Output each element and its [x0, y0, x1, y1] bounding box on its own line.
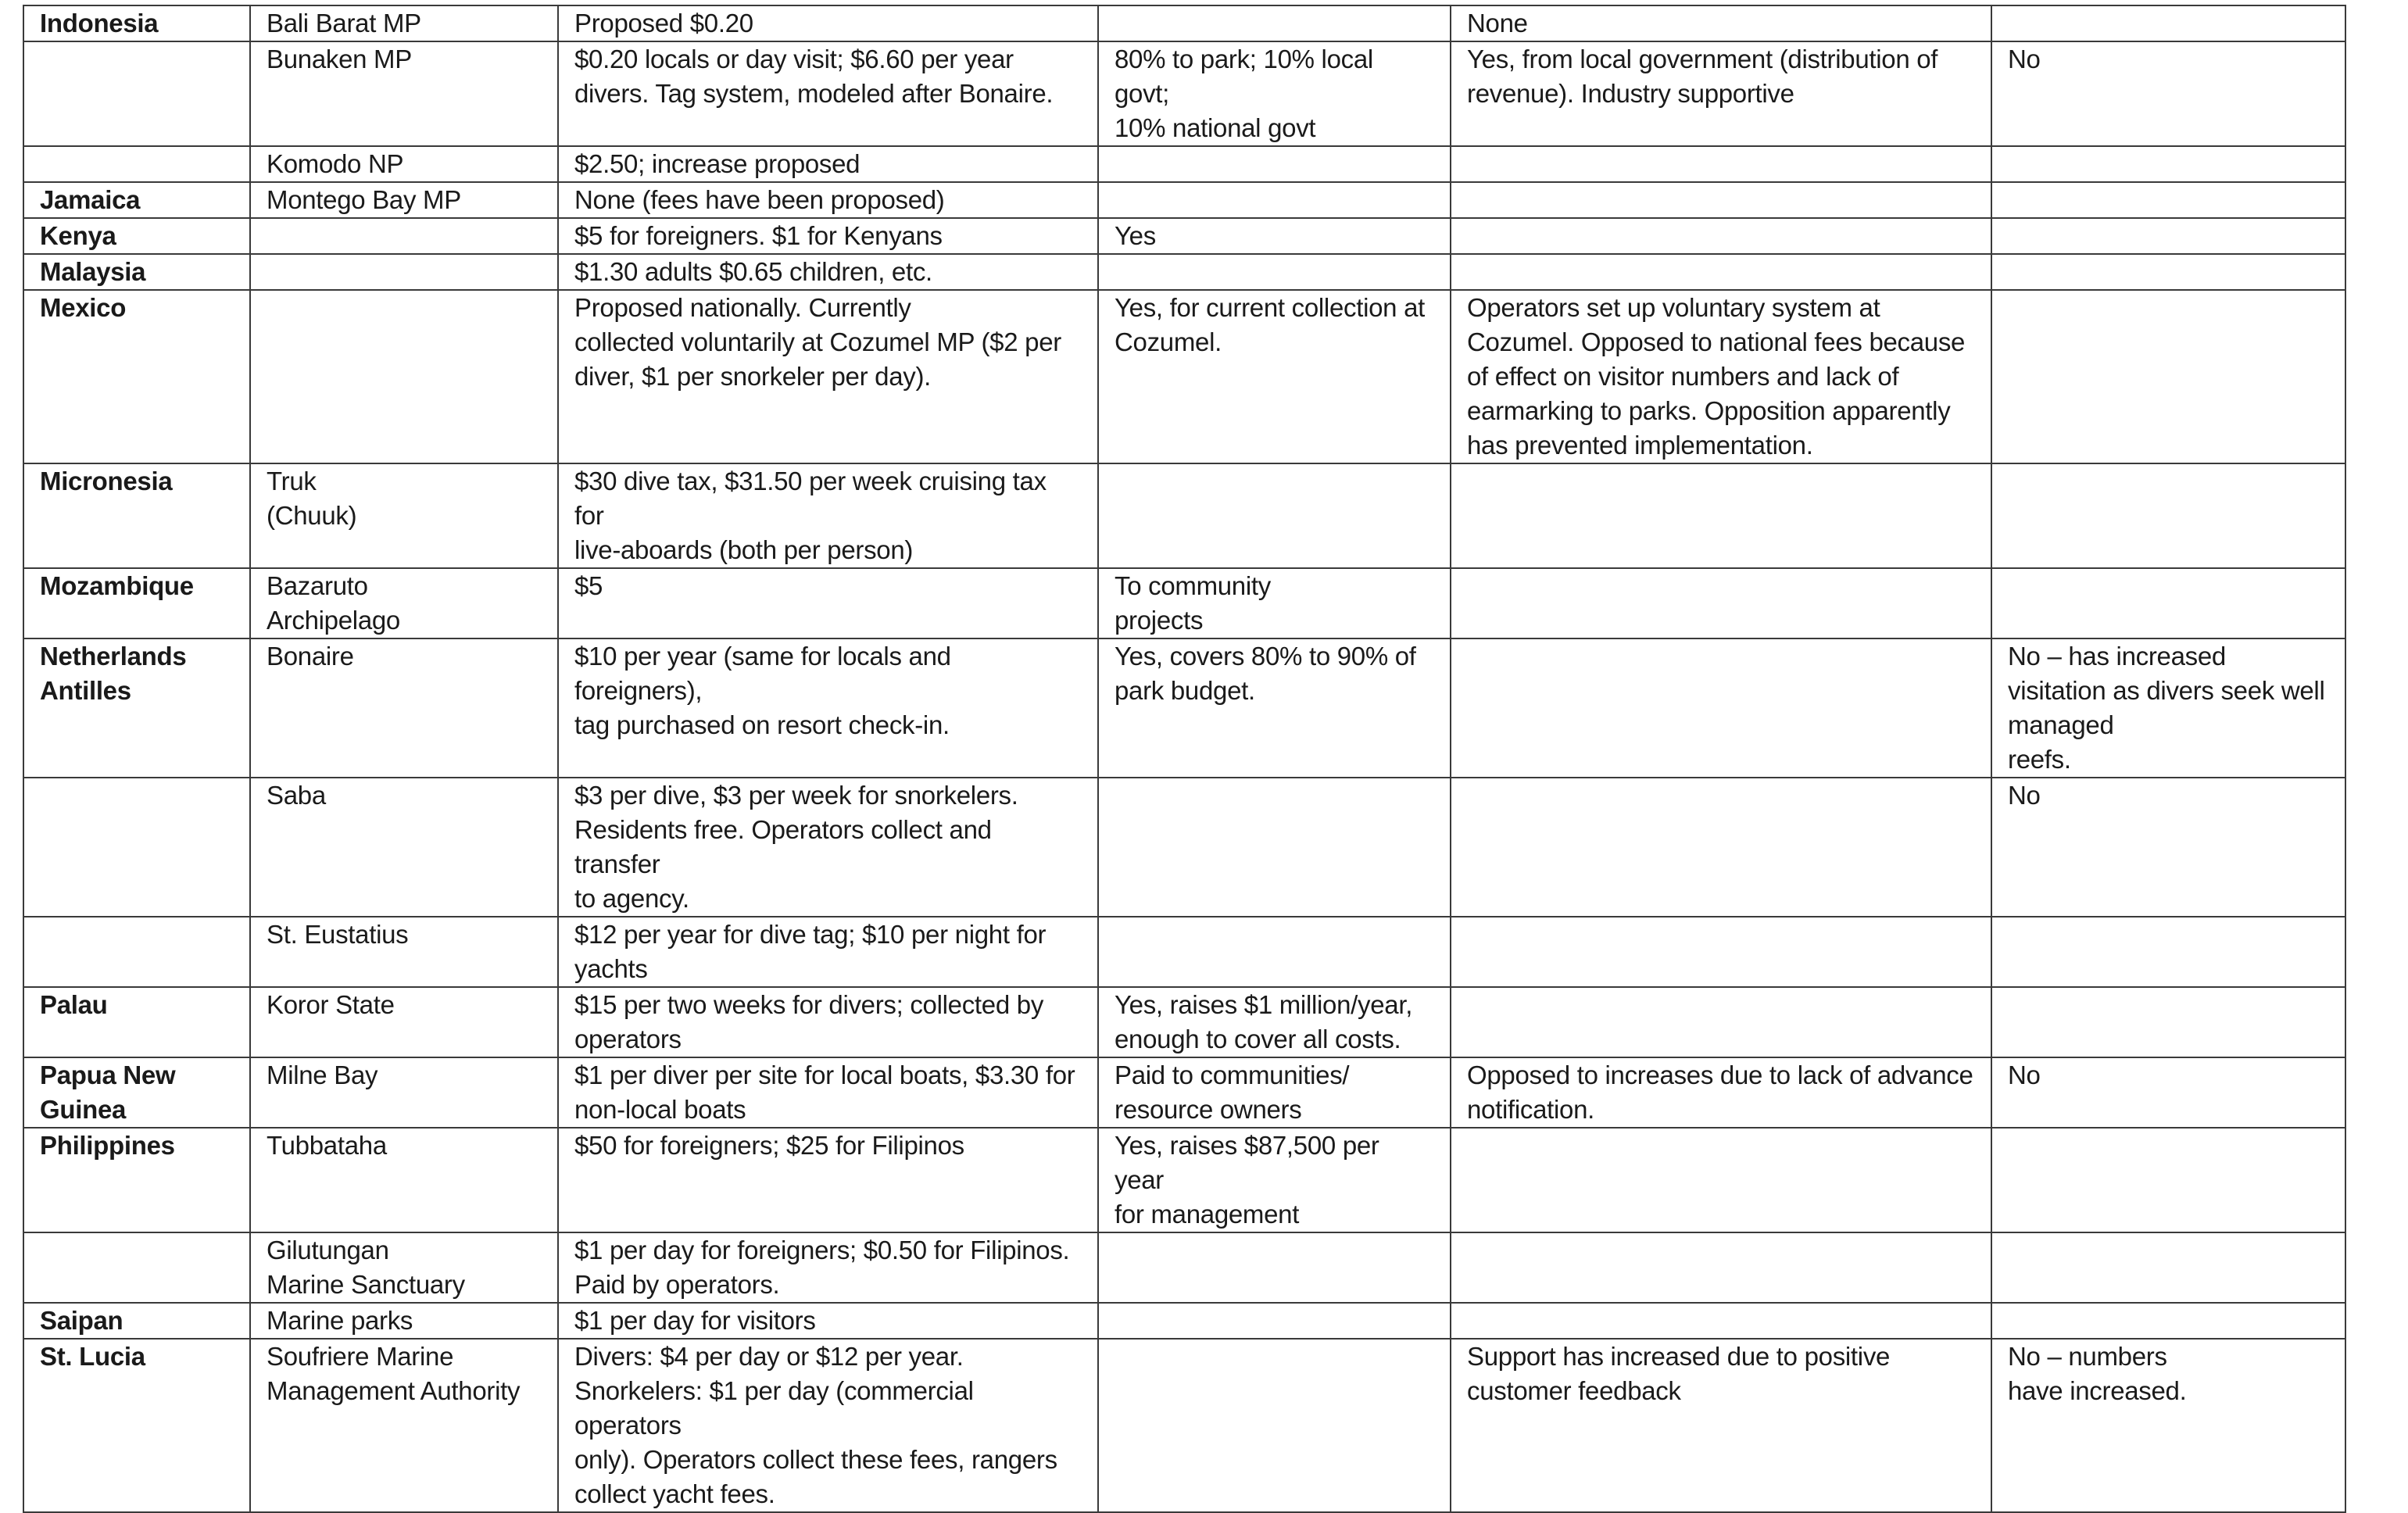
support-cell: Operators set up voluntary system at Cozumel. Opposed to national fees because of effect on visitor numbers and lack of earmarking to parks. Opposition apparently has prevented implementation. — [1451, 290, 1991, 463]
decline-cell: No — [1991, 1057, 2345, 1128]
table-row — [23, 568, 2345, 638]
fee-cell: $1 per day for visitors — [558, 1303, 1098, 1339]
decline-cell: No — [1991, 41, 2345, 146]
support-cell — [1451, 638, 1991, 778]
site-cell: Koror State — [250, 987, 558, 1057]
decline-cell — [1991, 568, 2345, 638]
site-cell: Bali Barat MP — [250, 5, 558, 41]
country-cell — [23, 778, 250, 917]
earmarked-cell — [1098, 146, 1451, 182]
fee-cell: $50 for foreigners; $25 for Filipinos — [558, 1128, 1098, 1232]
earmarked-cell: To community projects — [1098, 568, 1451, 638]
country-cell: Indonesia — [23, 5, 250, 41]
table-row — [23, 254, 2345, 290]
fee-cell: $1 per diver per site for local boats, $3.30 for non-local boats — [558, 1057, 1098, 1128]
support-cell — [1451, 1128, 1991, 1232]
decline-cell — [1991, 987, 2345, 1057]
fee-cell: $1.30 adults $0.65 children, etc. — [558, 254, 1098, 290]
decline-cell — [1991, 463, 2345, 568]
support-cell — [1451, 218, 1991, 254]
support-cell — [1451, 987, 1991, 1057]
support-cell: Opposed to increases due to lack of advance notification. — [1451, 1057, 1991, 1128]
table-row — [23, 1128, 2345, 1232]
decline-cell — [1991, 1303, 2345, 1339]
table-row — [23, 1232, 2345, 1303]
earmarked-cell — [1098, 778, 1451, 917]
decline-cell: No – numbers have increased. — [1991, 1339, 2345, 1512]
table-row — [23, 1339, 2345, 1512]
country-cell: St. Lucia — [23, 1339, 250, 1512]
country-cell: Jamaica — [23, 182, 250, 218]
support-cell — [1451, 182, 1991, 218]
site-cell: Truk (Chuuk) — [250, 463, 558, 568]
country-cell: Malaysia — [23, 254, 250, 290]
decline-cell: No – has increased visitation as divers seek well managed reefs. — [1991, 638, 2345, 778]
site-cell — [250, 290, 558, 463]
fee-cell: $5 — [558, 568, 1098, 638]
decline-cell — [1991, 1128, 2345, 1232]
site-cell: St. Eustatius — [250, 917, 558, 987]
fee-cell: $5 for foreigners. $1 for Kenyans — [558, 218, 1098, 254]
table-row — [23, 987, 2345, 1057]
table-row — [23, 146, 2345, 182]
support-cell — [1451, 917, 1991, 987]
country-cell — [23, 41, 250, 146]
earmarked-cell: Yes — [1098, 218, 1451, 254]
support-cell — [1451, 146, 1991, 182]
fee-cell: $2.50; increase proposed — [558, 146, 1098, 182]
decline-cell — [1991, 5, 2345, 41]
decline-cell: No — [1991, 778, 2345, 917]
fee-cell: $10 per year (same for locals and foreigners), tag purchased on resort check-in. — [558, 638, 1098, 778]
fee-table-body — [23, 5, 2345, 1512]
table-row — [23, 917, 2345, 987]
earmarked-cell: Yes, raises $87,500 per year for management — [1098, 1128, 1451, 1232]
table-row — [23, 638, 2345, 778]
table-row — [23, 5, 2345, 41]
decline-cell — [1991, 917, 2345, 987]
earmarked-cell — [1098, 1339, 1451, 1512]
fee-cell: $30 dive tax, $31.50 per week cruising tax for live-aboards (both per person) — [558, 463, 1098, 568]
fee-cell: $12 per year for dive tag; $10 per night for yachts — [558, 917, 1098, 987]
country-cell: Micronesia — [23, 463, 250, 568]
decline-cell — [1991, 254, 2345, 290]
country-cell: Mexico — [23, 290, 250, 463]
country-cell: Papua New Guinea — [23, 1057, 250, 1128]
table-row — [23, 182, 2345, 218]
country-cell: Palau — [23, 987, 250, 1057]
decline-cell — [1991, 218, 2345, 254]
table-row — [23, 463, 2345, 568]
fee-cell: Proposed nationally. Currently collected voluntarily at Cozumel MP ($2 per diver, $1 per snorkeler per day). — [558, 290, 1098, 463]
site-cell: Bunaken MP — [250, 41, 558, 146]
country-cell: Kenya — [23, 218, 250, 254]
decline-cell — [1991, 146, 2345, 182]
earmarked-cell — [1098, 5, 1451, 41]
site-cell — [250, 218, 558, 254]
earmarked-cell: Yes, covers 80% to 90% of park budget. — [1098, 638, 1451, 778]
country-cell — [23, 146, 250, 182]
earmarked-cell: Paid to communities/ resource owners — [1098, 1057, 1451, 1128]
fee-cell: $15 per two weeks for divers; collected by operators — [558, 987, 1098, 1057]
country-cell — [23, 1232, 250, 1303]
support-cell — [1451, 1232, 1991, 1303]
earmarked-cell: 80% to park; 10% local govt; 10% national govt — [1098, 41, 1451, 146]
table-row — [23, 290, 2345, 463]
site-cell: Saba — [250, 778, 558, 917]
country-cell: Saipan — [23, 1303, 250, 1339]
table-row — [23, 778, 2345, 917]
support-cell — [1451, 778, 1991, 917]
decline-cell — [1991, 290, 2345, 463]
country-cell: Netherlands Antilles — [23, 638, 250, 778]
earmarked-cell — [1098, 254, 1451, 290]
site-cell: Gilutungan Marine Sanctuary — [250, 1232, 558, 1303]
fee-cell: None (fees have been proposed) — [558, 182, 1098, 218]
table-row — [23, 1303, 2345, 1339]
site-cell: Bazaruto Archipelago — [250, 568, 558, 638]
earmarked-cell: Yes, raises $1 million/year, enough to cover all costs. — [1098, 987, 1451, 1057]
site-cell: Tubbataha — [250, 1128, 558, 1232]
table-row — [23, 41, 2345, 146]
country-cell: Philippines — [23, 1128, 250, 1232]
site-cell: Bonaire — [250, 638, 558, 778]
fee-cell: Divers: $4 per day or $12 per year. Snorkelers: $1 per day (commercial operators only). Operators collect these fees, rangers collect yacht fees. — [558, 1339, 1098, 1512]
site-cell: Soufriere Marine Management Authority — [250, 1339, 558, 1512]
site-cell: Komodo NP — [250, 146, 558, 182]
earmarked-cell — [1098, 182, 1451, 218]
earmarked-cell — [1098, 463, 1451, 568]
earmarked-cell — [1098, 1232, 1451, 1303]
decline-cell — [1991, 1232, 2345, 1303]
site-cell: Marine parks — [250, 1303, 558, 1339]
support-cell: None — [1451, 5, 1991, 41]
earmarked-cell — [1098, 917, 1451, 987]
fee-cell: $0.20 locals or day visit; $6.60 per year divers. Tag system, modeled after Bonaire. — [558, 41, 1098, 146]
fee-table — [23, 5, 2346, 1513]
earmarked-cell — [1098, 1303, 1451, 1339]
fee-cell: Proposed $0.20 — [558, 5, 1098, 41]
fee-cell: $1 per day for foreigners; $0.50 for Filipinos. Paid by operators. — [558, 1232, 1098, 1303]
support-cell: Yes, from local government (distribution of revenue). Industry supportive — [1451, 41, 1991, 146]
support-cell — [1451, 568, 1991, 638]
earmarked-cell: Yes, for current collection at Cozumel. — [1098, 290, 1451, 463]
site-cell: Milne Bay — [250, 1057, 558, 1128]
support-cell — [1451, 463, 1991, 568]
country-cell — [23, 917, 250, 987]
site-cell: Montego Bay MP — [250, 182, 558, 218]
site-cell — [250, 254, 558, 290]
decline-cell — [1991, 182, 2345, 218]
table-row — [23, 1057, 2345, 1128]
country-cell: Mozambique — [23, 568, 250, 638]
table-row — [23, 218, 2345, 254]
fee-cell: $3 per dive, $3 per week for snorkelers. Residents free. Operators collect and transfer to agency. — [558, 778, 1098, 917]
support-cell — [1451, 254, 1991, 290]
support-cell: Support has increased due to positive customer feedback — [1451, 1339, 1991, 1512]
support-cell — [1451, 1303, 1991, 1339]
